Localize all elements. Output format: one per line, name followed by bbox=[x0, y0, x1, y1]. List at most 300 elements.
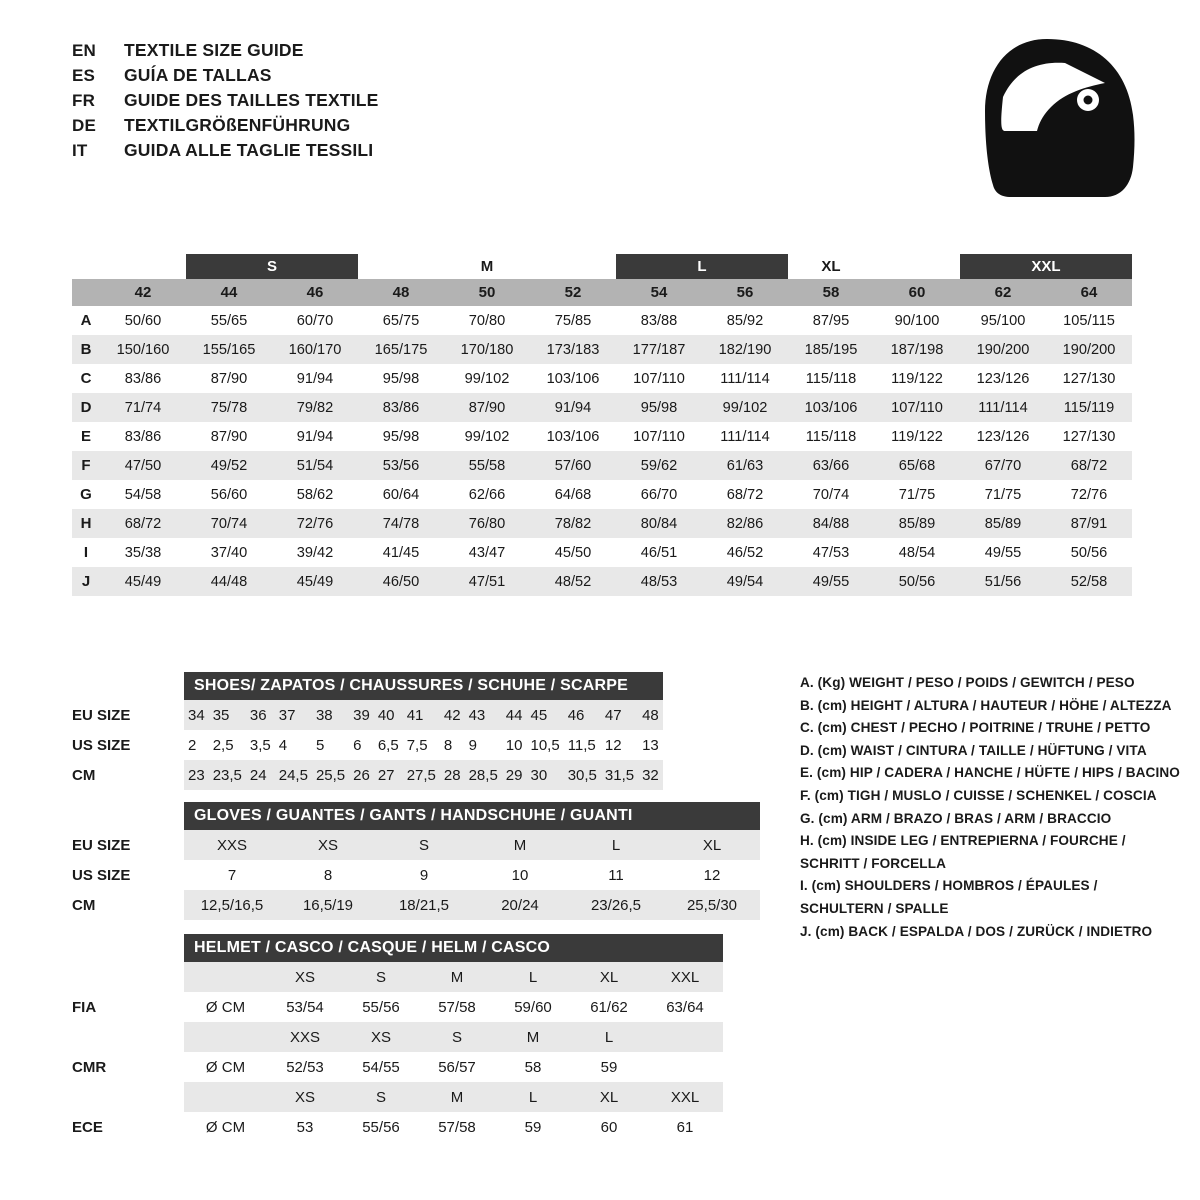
table-row bbox=[72, 730, 663, 760]
table-cell: 72/76 bbox=[272, 509, 358, 538]
table-cell: 25,5 bbox=[312, 760, 349, 790]
table-row bbox=[72, 860, 760, 890]
table-row bbox=[72, 538, 1132, 567]
table-cell: 63/66 bbox=[788, 451, 874, 480]
table-cell: 91/94 bbox=[272, 364, 358, 393]
table-cell: 52/53 bbox=[267, 1052, 343, 1082]
table-cell: 10 bbox=[502, 730, 527, 760]
table-cell: 99/102 bbox=[702, 393, 788, 422]
table-cell: 29 bbox=[502, 760, 527, 790]
table-cell: 12,5/16,5 bbox=[184, 890, 280, 920]
table-cell: 47/51 bbox=[444, 567, 530, 596]
table-cell: 76/80 bbox=[444, 509, 530, 538]
table-cell: 70/80 bbox=[444, 306, 530, 335]
size-number-cell: 50 bbox=[444, 279, 530, 306]
size-letter-cell bbox=[530, 254, 616, 279]
corner-cell bbox=[72, 279, 100, 306]
legend-item: C. (cm) CHEST / PECHO / POITRINE / TRUHE / PETTO bbox=[800, 720, 1151, 736]
table-cell: 87/90 bbox=[186, 422, 272, 451]
table-cell: 53/54 bbox=[267, 992, 343, 1022]
textile-size-table bbox=[72, 254, 1132, 596]
table-cell: 51/54 bbox=[272, 451, 358, 480]
table-row bbox=[72, 567, 1132, 596]
language-code: FR bbox=[72, 91, 96, 110]
table-cell: 58 bbox=[495, 1052, 571, 1082]
header-cell bbox=[184, 1022, 267, 1052]
table-cell: 115/118 bbox=[788, 422, 874, 451]
table-cell: 83/86 bbox=[358, 393, 444, 422]
row-label: CMR bbox=[72, 1052, 184, 1082]
table-cell: 39 bbox=[349, 700, 374, 730]
table-cell: 60/64 bbox=[358, 480, 444, 509]
table-cell: 49/55 bbox=[960, 538, 1046, 567]
table-cell: 66/70 bbox=[616, 480, 702, 509]
spacer-cell bbox=[72, 1082, 184, 1112]
table-cell: 91/94 bbox=[530, 393, 616, 422]
table-cell: 31,5 bbox=[601, 760, 638, 790]
table-cell: 49/52 bbox=[186, 451, 272, 480]
table-cell: 79/82 bbox=[272, 393, 358, 422]
table-cell: 60 bbox=[571, 1112, 647, 1142]
table-cell: 9 bbox=[376, 860, 472, 890]
table-cell: 10,5 bbox=[526, 730, 563, 760]
table-cell: 115/118 bbox=[788, 364, 874, 393]
size-number-cell: 44 bbox=[186, 279, 272, 306]
language-code: IT bbox=[72, 141, 88, 160]
size-letter-cell-xxl: XXL bbox=[960, 254, 1132, 279]
row-label: EU SIZE bbox=[72, 700, 184, 730]
table-cell: 70/74 bbox=[186, 509, 272, 538]
table-cell bbox=[647, 1052, 723, 1082]
size-number-header-row bbox=[72, 279, 1132, 306]
table-cell: 155/165 bbox=[186, 335, 272, 364]
language-title: GUIDE DES TAILLES TEXTILE bbox=[124, 90, 379, 110]
table-cell: 83/86 bbox=[100, 422, 186, 451]
unit-cell: Ø CM bbox=[184, 1052, 267, 1082]
table-cell: 111/114 bbox=[702, 364, 788, 393]
table-cell: 61/63 bbox=[702, 451, 788, 480]
language-title: TEXTILE SIZE GUIDE bbox=[124, 40, 304, 60]
table-cell: 7 bbox=[184, 860, 280, 890]
table-cell: 85/92 bbox=[702, 306, 788, 335]
table-cell: 25,5/30 bbox=[664, 890, 760, 920]
table-cell: 187/198 bbox=[874, 335, 960, 364]
header-cell: S bbox=[343, 1082, 419, 1112]
table-cell: 6 bbox=[349, 730, 374, 760]
table-cell: 48/54 bbox=[874, 538, 960, 567]
table-cell: 75/85 bbox=[530, 306, 616, 335]
table-cell: 8 bbox=[440, 730, 465, 760]
table-cell: 5 bbox=[312, 730, 349, 760]
size-number-cell: 60 bbox=[874, 279, 960, 306]
gloves-title-row bbox=[72, 802, 760, 830]
table-cell: 11,5 bbox=[564, 730, 601, 760]
table-cell: 48 bbox=[638, 700, 663, 730]
table-cell: 75/78 bbox=[186, 393, 272, 422]
table-row bbox=[72, 480, 1132, 509]
table-cell: 4 bbox=[275, 730, 312, 760]
table-cell: 74/78 bbox=[358, 509, 444, 538]
header-cell: M bbox=[419, 962, 495, 992]
row-label: CM bbox=[72, 890, 184, 920]
table-cell: 84/88 bbox=[788, 509, 874, 538]
table-cell: 90/100 bbox=[874, 306, 960, 335]
helmet-title: HELMET / CASCO / CASQUE / HELM / CASCO bbox=[184, 934, 723, 962]
shoes-table bbox=[72, 672, 663, 790]
table-cell: 64/68 bbox=[530, 480, 616, 509]
row-label: US SIZE bbox=[72, 730, 184, 760]
helmet-icon bbox=[955, 35, 1140, 210]
legend-item: J. (cm) BACK / ESPALDA / DOS / ZURÜCK / INDIETRO bbox=[800, 923, 1153, 939]
table-cell: 28,5 bbox=[465, 760, 502, 790]
table-cell: 165/175 bbox=[358, 335, 444, 364]
table-cell: 78/82 bbox=[530, 509, 616, 538]
size-number-cell: 42 bbox=[100, 279, 186, 306]
table-cell: 10 bbox=[472, 860, 568, 890]
table-cell: 36 bbox=[246, 700, 275, 730]
table-cell: 95/98 bbox=[358, 364, 444, 393]
table-cell: 49/55 bbox=[788, 567, 874, 596]
table-cell: 59/62 bbox=[616, 451, 702, 480]
table-row bbox=[72, 760, 663, 790]
table-cell: 6,5 bbox=[374, 730, 403, 760]
table-cell: 47/50 bbox=[100, 451, 186, 480]
table-cell: 185/195 bbox=[788, 335, 874, 364]
language-code: DE bbox=[72, 116, 97, 135]
table-cell: 190/200 bbox=[1046, 335, 1132, 364]
size-number-cell: 48 bbox=[358, 279, 444, 306]
legend-item: D. (cm) WAIST / CINTURA / TAILLE / HÜFTUNG / VITA bbox=[800, 742, 1147, 758]
header-cell: M bbox=[419, 1082, 495, 1112]
table-cell: 40 bbox=[374, 700, 403, 730]
table-cell: 99/102 bbox=[444, 422, 530, 451]
header-cell: XS bbox=[267, 962, 343, 992]
size-letter-cell bbox=[874, 254, 960, 279]
table-cell: M bbox=[472, 830, 568, 860]
table-cell: 26 bbox=[349, 760, 374, 790]
header-cell: L bbox=[495, 1082, 571, 1112]
gloves-title: GLOVES / GUANTES / GANTS / HANDSCHUHE / GUANTI bbox=[184, 802, 760, 830]
spacer-cell bbox=[72, 962, 184, 992]
row-label: B bbox=[72, 335, 100, 364]
table-cell: 53 bbox=[267, 1112, 343, 1142]
language-title: TEXTILGRÖßENFÜHRUNG bbox=[124, 115, 351, 135]
table-cell: 85/89 bbox=[874, 509, 960, 538]
table-cell: 95/98 bbox=[616, 393, 702, 422]
legend-item: E. (cm) HIP / CADERA / HANCHE / HÜFTE / HIPS / BACINO bbox=[800, 765, 1180, 781]
table-cell: 70/74 bbox=[788, 480, 874, 509]
table-cell: 44 bbox=[502, 700, 527, 730]
header-cell: M bbox=[495, 1022, 571, 1052]
row-label: E bbox=[72, 422, 100, 451]
table-cell: 12 bbox=[601, 730, 638, 760]
table-cell: 103/106 bbox=[530, 422, 616, 451]
language-code: ES bbox=[72, 66, 96, 85]
table-cell: 7,5 bbox=[403, 730, 440, 760]
table-cell: 45 bbox=[526, 700, 563, 730]
table-cell: 2,5 bbox=[209, 730, 246, 760]
row-label: I bbox=[72, 538, 100, 567]
table-cell: 13 bbox=[638, 730, 663, 760]
table-cell: 65/68 bbox=[874, 451, 960, 480]
table-cell: 45/49 bbox=[100, 567, 186, 596]
table-cell: 58/62 bbox=[272, 480, 358, 509]
table-cell: 65/75 bbox=[358, 306, 444, 335]
table-cell: 68/72 bbox=[702, 480, 788, 509]
header-cell: L bbox=[495, 962, 571, 992]
row-label: F bbox=[72, 451, 100, 480]
header-cell: S bbox=[419, 1022, 495, 1052]
language-title: GUÍA DE TALLAS bbox=[124, 65, 272, 85]
legend-item: G. (cm) ARM / BRAZO / BRAS / ARM / BRACCIO bbox=[800, 810, 1112, 826]
header-cell bbox=[184, 1082, 267, 1112]
row-label: D bbox=[72, 393, 100, 422]
table-cell: 62/66 bbox=[444, 480, 530, 509]
table-cell: 23 bbox=[184, 760, 209, 790]
table-cell: 123/126 bbox=[960, 422, 1046, 451]
table-cell: 23/26,5 bbox=[568, 890, 664, 920]
corner-cell bbox=[72, 254, 100, 279]
size-letter-cell-xl: XL bbox=[788, 254, 874, 279]
table-cell: 35 bbox=[209, 700, 246, 730]
table-cell: 48/53 bbox=[616, 567, 702, 596]
table-cell: 57/58 bbox=[419, 992, 495, 1022]
table-cell: 82/86 bbox=[702, 509, 788, 538]
table-cell: 67/70 bbox=[960, 451, 1046, 480]
spacer-cell bbox=[72, 802, 184, 830]
table-cell: 87/91 bbox=[1046, 509, 1132, 538]
legend-item: I. (cm) SHOULDERS / HOMBROS / ÉPAULES / SCHULTERN / SPALLE bbox=[800, 878, 1098, 916]
table-cell: 61/62 bbox=[571, 992, 647, 1022]
size-number-cell: 54 bbox=[616, 279, 702, 306]
table-row bbox=[72, 393, 1132, 422]
table-cell: 127/130 bbox=[1046, 422, 1132, 451]
row-label: FIA bbox=[72, 992, 184, 1022]
unit-cell: Ø CM bbox=[184, 1112, 267, 1142]
size-letter-cell-s: S bbox=[186, 254, 358, 279]
table-cell: 107/110 bbox=[616, 364, 702, 393]
table-cell: 54/55 bbox=[343, 1052, 419, 1082]
table-cell: 38 bbox=[312, 700, 349, 730]
shoes-section bbox=[72, 672, 663, 790]
helmet-section bbox=[72, 934, 723, 1142]
table-cell: 71/75 bbox=[874, 480, 960, 509]
table-cell: 87/90 bbox=[444, 393, 530, 422]
legend-item: A. (Kg) WEIGHT / PESO / POIDS / GEWITCH / PESO bbox=[800, 675, 1135, 690]
row-label: ECE bbox=[72, 1112, 184, 1142]
table-cell: 35/38 bbox=[100, 538, 186, 567]
table-cell: 45/49 bbox=[272, 567, 358, 596]
table-cell: 27,5 bbox=[403, 760, 440, 790]
table-cell: 16,5/19 bbox=[280, 890, 376, 920]
legend-item: B. (cm) HEIGHT / ALTURA / HAUTEUR / HÖHE / ALTEZZA bbox=[800, 697, 1172, 713]
spacer-cell bbox=[72, 1022, 184, 1052]
table-row bbox=[72, 335, 1132, 364]
size-number-cell: 58 bbox=[788, 279, 874, 306]
table-cell: 105/115 bbox=[1046, 306, 1132, 335]
helmet-header-row-ece bbox=[72, 1082, 723, 1112]
row-label: J bbox=[72, 567, 100, 596]
table-cell: 55/56 bbox=[343, 992, 419, 1022]
header-cell: XS bbox=[267, 1082, 343, 1112]
table-cell: 42 bbox=[440, 700, 465, 730]
table-cell: 160/170 bbox=[272, 335, 358, 364]
spacer-cell bbox=[72, 672, 184, 700]
table-cell: 37 bbox=[275, 700, 312, 730]
table-cell: 115/119 bbox=[1046, 393, 1132, 422]
size-number-cell: 46 bbox=[272, 279, 358, 306]
table-cell: 50/56 bbox=[1046, 538, 1132, 567]
table-cell: 83/88 bbox=[616, 306, 702, 335]
language-code: EN bbox=[72, 41, 97, 60]
table-cell: 41/45 bbox=[358, 538, 444, 567]
table-cell: 46/52 bbox=[702, 538, 788, 567]
header-cell bbox=[647, 1022, 723, 1052]
table-cell: 173/183 bbox=[530, 335, 616, 364]
table-cell: 23,5 bbox=[209, 760, 246, 790]
size-letter-cell-l: L bbox=[616, 254, 788, 279]
unit-cell: Ø CM bbox=[184, 992, 267, 1022]
table-cell: 45/50 bbox=[530, 538, 616, 567]
size-letter-cell-m: M bbox=[444, 254, 530, 279]
table-cell: 127/130 bbox=[1046, 364, 1132, 393]
table-cell: 30,5 bbox=[564, 760, 601, 790]
table-cell: 103/106 bbox=[788, 393, 874, 422]
table-cell: XS bbox=[280, 830, 376, 860]
language-title: GUIDA ALLE TAGLIE TESSILI bbox=[124, 140, 374, 160]
table-cell: 53/56 bbox=[358, 451, 444, 480]
row-label: C bbox=[72, 364, 100, 393]
table-row bbox=[72, 992, 723, 1022]
table-row bbox=[72, 700, 663, 730]
table-row bbox=[72, 890, 760, 920]
table-cell: 59/60 bbox=[495, 992, 571, 1022]
table-cell: 11 bbox=[568, 860, 664, 890]
row-label: G bbox=[72, 480, 100, 509]
table-cell: 55/65 bbox=[186, 306, 272, 335]
helmet-header-row-cmr bbox=[72, 1022, 723, 1052]
table-cell: 50/56 bbox=[874, 567, 960, 596]
table-cell: 52/58 bbox=[1046, 567, 1132, 596]
table-cell: 39/42 bbox=[272, 538, 358, 567]
table-cell: 50/60 bbox=[100, 306, 186, 335]
gloves-section bbox=[72, 802, 760, 920]
table-cell: 46/50 bbox=[358, 567, 444, 596]
table-cell: 87/95 bbox=[788, 306, 874, 335]
table-row bbox=[72, 451, 1132, 480]
table-cell: 119/122 bbox=[874, 422, 960, 451]
table-cell: 111/114 bbox=[960, 393, 1046, 422]
legend-item: F. (cm) TIGH / MUSLO / CUISSE / SCHENKEL / COSCIA bbox=[800, 787, 1157, 803]
table-cell: XL bbox=[664, 830, 760, 860]
table-cell: 107/110 bbox=[616, 422, 702, 451]
header-cell: XXL bbox=[647, 962, 723, 992]
table-cell: 71/74 bbox=[100, 393, 186, 422]
row-label: CM bbox=[72, 760, 184, 790]
header-cell: XS bbox=[343, 1022, 419, 1052]
helmet-title-row bbox=[72, 934, 723, 962]
shoes-title: SHOES/ ZAPATOS / CHAUSSURES / SCHUHE / SCARPE bbox=[184, 672, 663, 700]
table-cell: 57/60 bbox=[530, 451, 616, 480]
table-cell: 41 bbox=[403, 700, 440, 730]
header-cell: XXS bbox=[267, 1022, 343, 1052]
header-language-row bbox=[72, 40, 379, 65]
table-cell: 80/84 bbox=[616, 509, 702, 538]
row-label: EU SIZE bbox=[72, 830, 184, 860]
header-cell bbox=[184, 962, 267, 992]
header-cell: S bbox=[343, 962, 419, 992]
header-cell: XL bbox=[571, 1082, 647, 1112]
table-cell: 32 bbox=[638, 760, 663, 790]
table-cell: 46/51 bbox=[616, 538, 702, 567]
table-cell: 61 bbox=[647, 1112, 723, 1142]
gloves-table bbox=[72, 802, 760, 920]
table-cell: 49/54 bbox=[702, 567, 788, 596]
table-cell: 68/72 bbox=[100, 509, 186, 538]
table-cell: 27 bbox=[374, 760, 403, 790]
table-row bbox=[72, 364, 1132, 393]
table-cell: 170/180 bbox=[444, 335, 530, 364]
table-cell: 103/106 bbox=[530, 364, 616, 393]
table-cell: 8 bbox=[280, 860, 376, 890]
table-cell: 12 bbox=[664, 860, 760, 890]
table-cell: 24 bbox=[246, 760, 275, 790]
table-cell: 37/40 bbox=[186, 538, 272, 567]
table-cell: 57/58 bbox=[419, 1112, 495, 1142]
table-cell: 182/190 bbox=[702, 335, 788, 364]
table-cell: 43 bbox=[465, 700, 502, 730]
table-row bbox=[72, 830, 760, 860]
header-language-row bbox=[72, 140, 379, 165]
header-language-row bbox=[72, 65, 379, 90]
table-row bbox=[72, 1112, 723, 1142]
header-language-row bbox=[72, 115, 379, 140]
table-cell: 68/72 bbox=[1046, 451, 1132, 480]
size-number-cell: 64 bbox=[1046, 279, 1132, 306]
table-cell: 51/56 bbox=[960, 567, 1046, 596]
table-cell: 150/160 bbox=[100, 335, 186, 364]
size-number-cell: 52 bbox=[530, 279, 616, 306]
row-label: US SIZE bbox=[72, 860, 184, 890]
table-cell: 9 bbox=[465, 730, 502, 760]
table-cell: 107/110 bbox=[874, 393, 960, 422]
table-cell: 71/75 bbox=[960, 480, 1046, 509]
header-language-row bbox=[72, 90, 379, 115]
table-cell: 48/52 bbox=[530, 567, 616, 596]
table-row bbox=[72, 422, 1132, 451]
table-row bbox=[72, 306, 1132, 335]
table-cell: 24,5 bbox=[275, 760, 312, 790]
spacer-cell bbox=[72, 934, 184, 962]
table-cell: 190/200 bbox=[960, 335, 1046, 364]
size-letter-cell bbox=[358, 254, 444, 279]
measurement-legend bbox=[800, 672, 1180, 943]
table-cell: 60/70 bbox=[272, 306, 358, 335]
shoes-title-row bbox=[72, 672, 663, 700]
row-label: A bbox=[72, 306, 100, 335]
table-cell: 56/57 bbox=[419, 1052, 495, 1082]
table-cell: XXS bbox=[184, 830, 280, 860]
header-cell: XXL bbox=[647, 1082, 723, 1112]
table-cell: 30 bbox=[526, 760, 563, 790]
table-cell: 2 bbox=[184, 730, 209, 760]
table-cell: 91/94 bbox=[272, 422, 358, 451]
table-cell: 99/102 bbox=[444, 364, 530, 393]
header-cell: XL bbox=[571, 962, 647, 992]
size-number-cell: 56 bbox=[702, 279, 788, 306]
table-cell: 47 bbox=[601, 700, 638, 730]
table-cell: 59 bbox=[495, 1112, 571, 1142]
